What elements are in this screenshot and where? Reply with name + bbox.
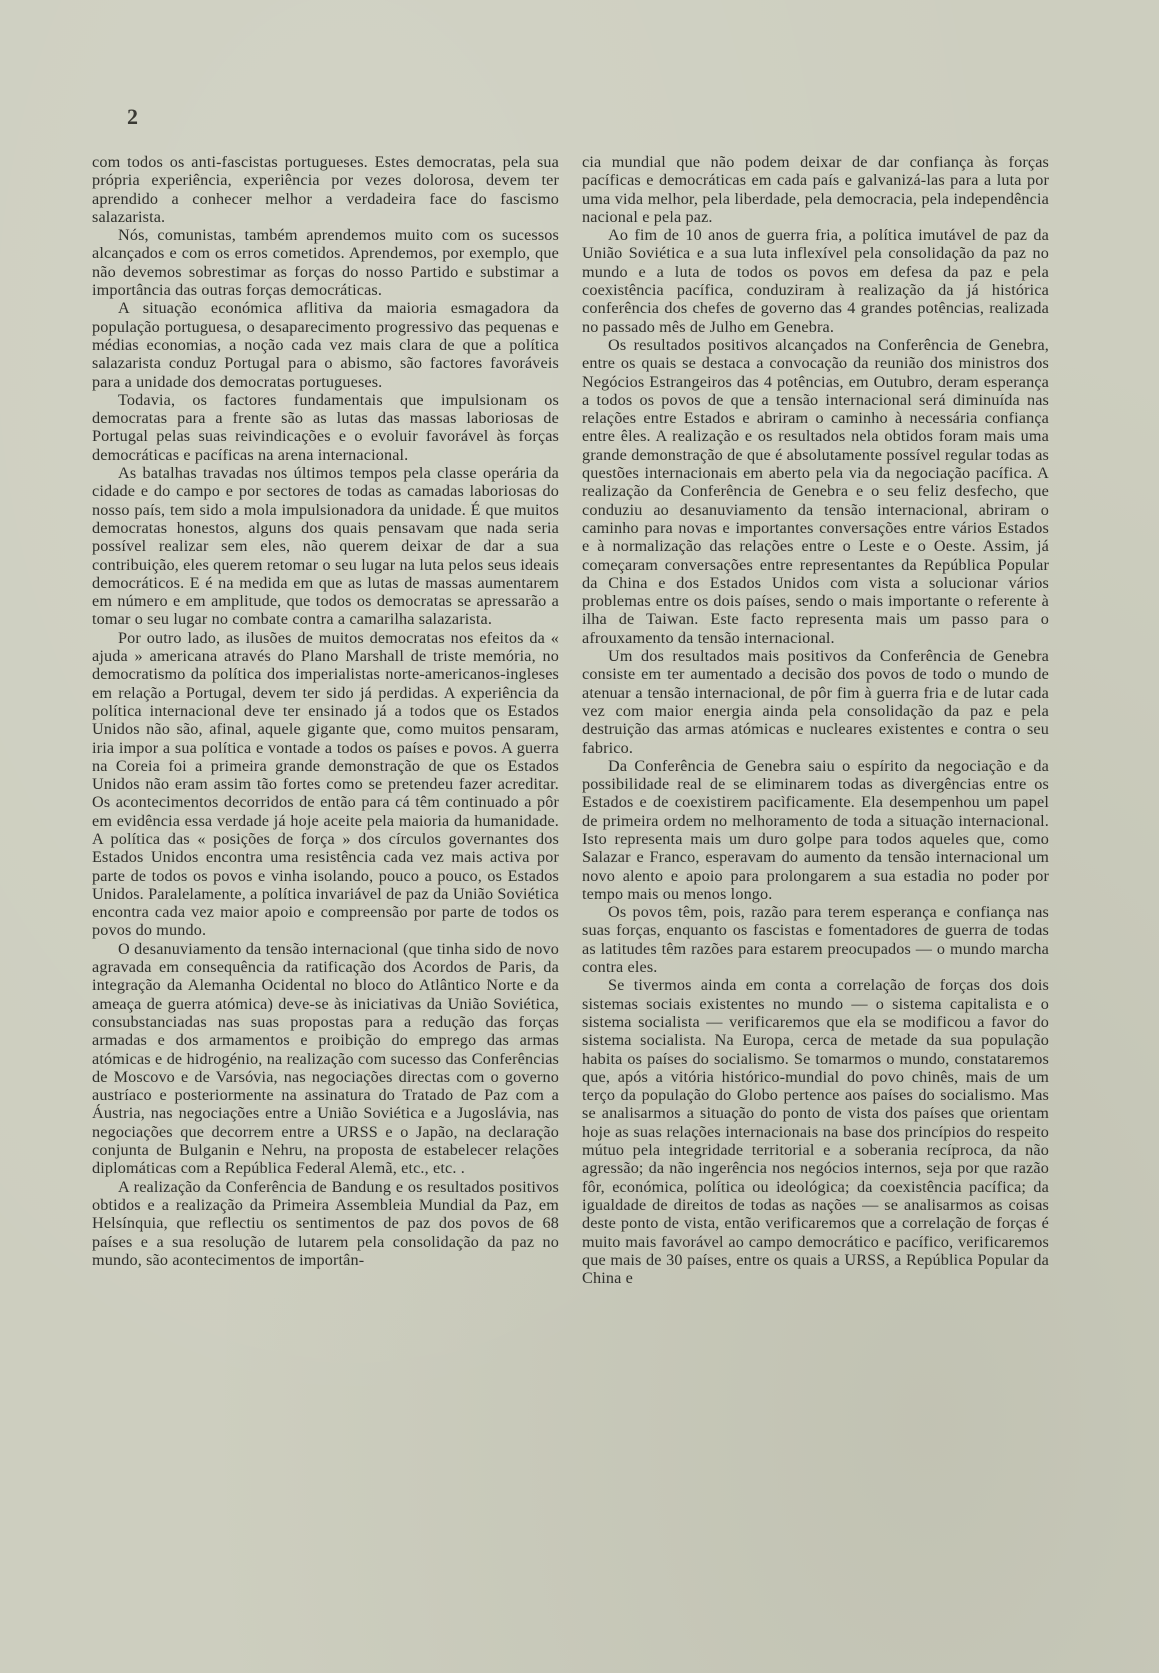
left-column xyxy=(92,153,559,1269)
paragraph: O desanuviamento da tensão internacional (que tinha sido de novo agravada em consequência da ratificação dos Acordos de Paris, da integração da Alemanha Ocidental no bloco do Atlântico Norte e da ameaça de guerra atómica) deve-se às iniciativas da União Soviética, consubstanciadas nas suas propostas para a redução das forças armadas e dos armamentos e proibição do emprego das armas atómicas e de hidrogénio, na realização com sucesso das Conferências de Moscovo e de Varsóvia, nas negociações directas com o governo austríaco e posteriormente na assinatura do Tratado de Paz com a Áustria, nas negociações entre a União Soviética e a Jugoslávia, nas negociações que decorrem entre a URSS e o Japão, na declaração conjunta de Bulganin e Nehru, na proposta de estabelecer relações diplomáticas com a República Federal Alemã, etc., etc. . xyxy=(92,939,559,1178)
paragraph: Ao fim de 10 anos de guerra fria, a política imutável de paz da União Soviética e a sua luta inflexível pela consolidação da paz no mundo e a luta de todos os povos em defesa da paz e pela coexistência pacífica, conduziram à realização da já histórica conferência dos chefes de governo das 4 grandes potências, realizada no passado mês de Julho em Genebra. xyxy=(582,226,1049,336)
page-number: 2 xyxy=(127,104,138,129)
paragraph: Os povos têm, pois, razão para terem esperança e confiança nas suas forças, enquanto os fascistas e fomentadores de guerra de todas as latitudes têm razões para estarem preocupados — o mundo marcha contra eles. xyxy=(582,903,1049,977)
paragraph: Todavia, os factores fundamentais que impulsionam os democratas para a frente são as lutas das massas laboriosas de Portugal pelas suas reivindicações e o evoluir favorável às forças democráticas e pacíficas na arena internacional. xyxy=(92,390,559,464)
paragraph: cia mundial que não podem deixar de dar confiança às forças pacíficas e democráticas em cada país e galvanizá-las para a luta por uma vida melhor, pela liberdade, pela democracia, pela independência nacional e pela paz. xyxy=(582,153,1049,226)
paragraph: Se tivermos ainda em conta a correlação de forças dos dois sistemas sociais existentes no mundo — o sistema capitalista e o sistema socialista — verificaremos que ela se modificou a favor do sistema socialista. Na Europa, cerca de metade da sua população habita os países do socialismo. Se tomarmos o mundo, constataremos que, após a vitória histórico-mundial do povo chinês, mais de um terço da população do Globo pertence aos países do socialismo. Mas se analisarmos a situação do ponto de vista dos países que orientam hoje as suas relações internacionais na base dos princípios do respeito mútuo pela integridade territorial e a soberania recíproca, da não agressão; da não ingerência nos negócios internos, seja por que razão fôr, económica, política ou ideológica; da coexistência pacífica; da igualdade de direitos de todas as nações — se analisarmos as coisas deste ponto de vista, então verificaremos que a correlação de forças é muito mais favorável ao campo democrático e pacífico, verificaremos que mais de 30 países, entre os quais a URSS, a República Popular da China e xyxy=(582,976,1049,1288)
paragraph: Um dos resultados mais positivos da Conferência de Genebra consiste em ter aumentado a decisão dos povos de todo o mundo de atenuar a tensão internacional, de pôr fim à guerra fria e de lutar cada vez com maior energia ainda pela consolidação da paz e pela destruição das armas atómicas e nucleares existentes e contra o seu fabrico. xyxy=(582,647,1049,757)
paragraph: As batalhas travadas nos últimos tempos pela classe operária da cidade e do campo e por sectores de todas as camadas laboriosas do nosso país, tem sido a mola impulsionadora da unidade. É que muitos democratas honestos, alguns dos quais pensavam que nada seria possível realizar sem eles, não querem deixar de dar a sua contribuição, eles querem retomar o seu lugar na luta pelos seus ideais democráticos. E é na medida em que as lutas de massas aumentarem em número e em amplitude, que todos os democratas se apressarão a tomar o seu lugar no combate contra a camarilha salazarista. xyxy=(92,464,559,629)
paragraph: Da Conferência de Genebra saiu o espírito da negociação e da possibilidade real de se eliminarem todas as divergências entre os Estados e de coexistirem pacìficamente. Ela desempenhou um papel de primeira ordem no melhoramento de toda a situação internacional. Isto representa mais um duro golpe para todos aqueles que, como Salazar e Franco, esperavam do aumento da tensão internacional um novo alento e apoio para prolongarem a sua estadia no poder por tempo mais ou menos longo. xyxy=(582,756,1049,903)
paragraph: Por outro lado, as ilusões de muitos democratas nos efeitos da « ajuda » americana através do Plano Marshall de triste memória, no democratismo da política dos imperialistas norte-americanos-ingleses em relação a Portugal, devem ter sido já perdidas. A experiência da política internacional deve ter ensinado já a todos que os Estados Unidos não são, afinal, aquele gigante que, como muitos pensaram, iria impor a sua política e vontade a todos os países e povos. A guerra na Coreia foi a primeira grande demonstração de que os Estados Unidos não eram assim tão fortes como se pretendeu fazer acreditar. Os acontecimentos decorridos de então para cá têm continuado a pôr em evidência essa verdade já hoje aceite pela maioria da humanidade. A política das « posições de força » dos círculos governantes dos Estados Unidos encontra uma resistência cada vez mais activa por parte de todos os povos e vinha isolando, pouco a pouco, os Estados Unidos. Paralelamente, a política invariável de paz da União Soviética encontra cada vez maior apoio e compreensão por parte de todos os povos do mundo. xyxy=(92,628,559,940)
paragraph: com todos os anti-fascistas portugueses. Estes democratas, pela sua própria experiência, experiência por vezes dolorosa, devem ter aprendido a conhecer melhor a verdadeira face do fascismo salazarista. xyxy=(92,153,559,226)
paragraph: A situação económica aflitiva da maioria esmagadora da população portuguesa, o desaparecimento progressivo das pequenas e médias economias, a noção cada vez mais clara de que a política salazarista conduz Portugal para o abismo, são factores favoráveis para a unidade dos democratas portugueses. xyxy=(92,299,559,391)
right-column xyxy=(582,153,1049,1287)
paragraph: Os resultados positivos alcançados na Conferência de Genebra, entre os quais se destaca a convocação da reunião dos ministros dos Negócios Estrangeiros das 4 potências, em Outubro, deram esperança a todos os povos de que a tensão internacional será diminuída nas relações entre Estados e abriram o caminho à necessária confiança entre êles. A realização e os resultados nela obtidos foram mais uma grande demonstração de que é absolutamente possível regular todas as questões internacionais em aberto pela via da negociação pacífica. A realização da Conferência de Genebra e o seu feliz desfecho, que conduziu ao desanuviamento da tensão internacional, abriram o caminho para novas e importantes conversações entre vários Estados e à normalização das relações entre o Leste e o Oeste. Assim, já começaram conversações entre representantes da República Popular da China e dos Estados Unidos com vista a solucionar vários problemas entre os dois países, sendo o mais importante o referente à ilha de Taiwan. Este facto representa mais um passo para o afrouxamento da tensão internacional. xyxy=(582,335,1049,647)
paragraph: A realização da Conferência de Bandung e os resultados positivos obtidos e a realização da Primeira Assembleia Mundial da Paz, em Helsínquia, que reflectiu os sentimentos de paz dos povos de 68 países e a sua resolução de lutarem pela consolidação da paz no mundo, são acontecimentos de importân- xyxy=(92,1177,559,1269)
paragraph: Nós, comunistas, também aprendemos muito com os sucessos alcançados e com os erros cometidos. Aprendemos, por exemplo, que não devemos sobrestimar as forças do nosso Partido e substimar a importância das outras forças democráticas. xyxy=(92,226,559,300)
